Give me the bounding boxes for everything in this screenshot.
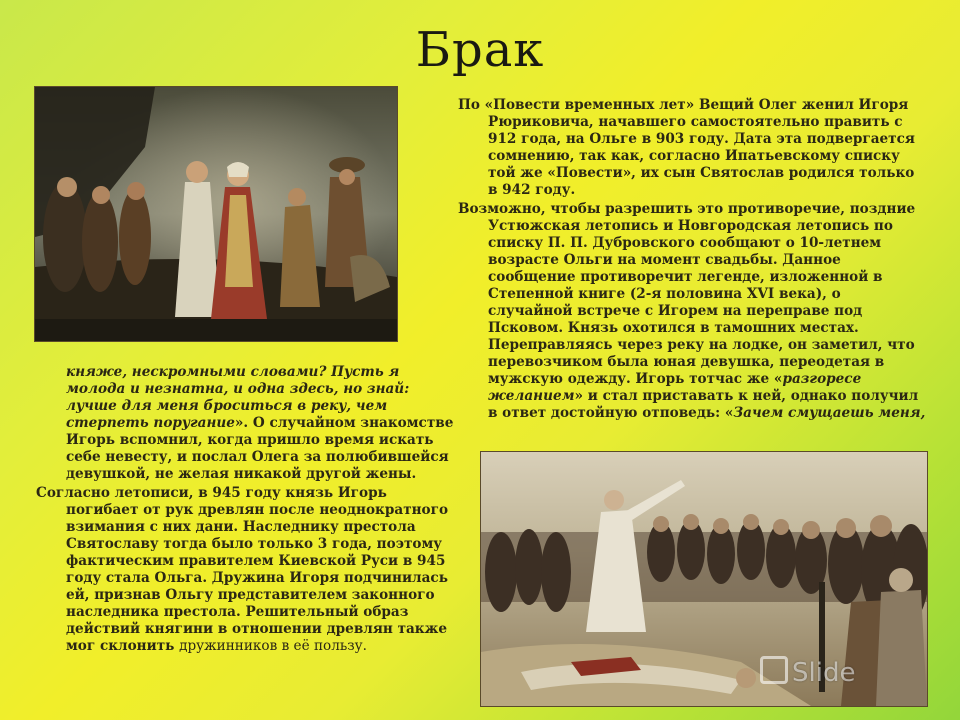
text-block-bottom [36,364,456,657]
quote-continuation: княже, нескромными словами? Пусть я молода и незнатна, и одна здесь, но знай: лучше для меня броситься в реку, чем стерпеть поругание [66,364,410,431]
paragraph-2-part-b: » и стал приставать к ней, однако получил в ответ достойную отповедь: « [488,388,919,421]
paragraph-2 [458,201,928,422]
paragraph-3-rest: ». О случайном знакомстве Игорь вспомнил, когда пришло время искать себе невесту, и послал Олега за полюбившейся девушкой, не желая никакой другой жены. [66,415,454,482]
text-block-top [458,97,928,424]
paragraph-4 [36,485,456,655]
quote-start: Зачем смущаешь меня, [733,405,926,421]
paragraph-2-part-a: Возможно, чтобы разрешить это противоречие, поздние Устюжская летопись и Новгородская летопись по списку П. П. Дубровского сообщают о 10-летнем возрасте Ольги на момент свадьбы. Данное сообщение противоречит легенде, изложенной в Степенной книге (2-я половина XVI века), о случайной встрече с Игорем на переправе под Псковом. Князь охотился в тамошних местах. Переправляясь через реку на лодке, он заметил, что перевозчиком была юная девушка, переодетая в мужскую одежду. Игорь тотчас же « [458,201,916,387]
painting-meeting-icon [35,87,397,341]
watermark [760,656,930,692]
watermark-text: Slide [792,658,856,688]
paragraph-3 [36,364,456,483]
paragraph-4-end: дружинников в её пользу. [179,638,367,654]
paragraph-4-main: Согласно летописи, в 945 году князь Игорь погибает от рук древлян после неоднократного взимания с них дани. Наследнику престола Святославу тогда было только 3 года, поэтому фактическим правителем Киевской Руси в 945 году стала Ольга. Дружина Игоря подчинилась ей, признав Ольгу представителем законного наследника престола. Решительный образ действий княгини в отношении древлян также мог склонить [36,485,449,654]
paragraph-1: По «Повести временных лет» Вещий Олег женил Игоря Рюриковича, начавшего самостоятельно править с 912 года, на Ольге в 903 году. Дата эта подвергается сомнению, так как, согласно Ипатьевскому списку той же «Повести», их сын Святослав родился только в 942 году. [458,97,915,198]
watermark-logo-icon [760,656,788,684]
quote-desire: разгоресе желанием [488,371,862,404]
painting-top-left [34,86,398,342]
slide-title: Брак [415,22,545,78]
